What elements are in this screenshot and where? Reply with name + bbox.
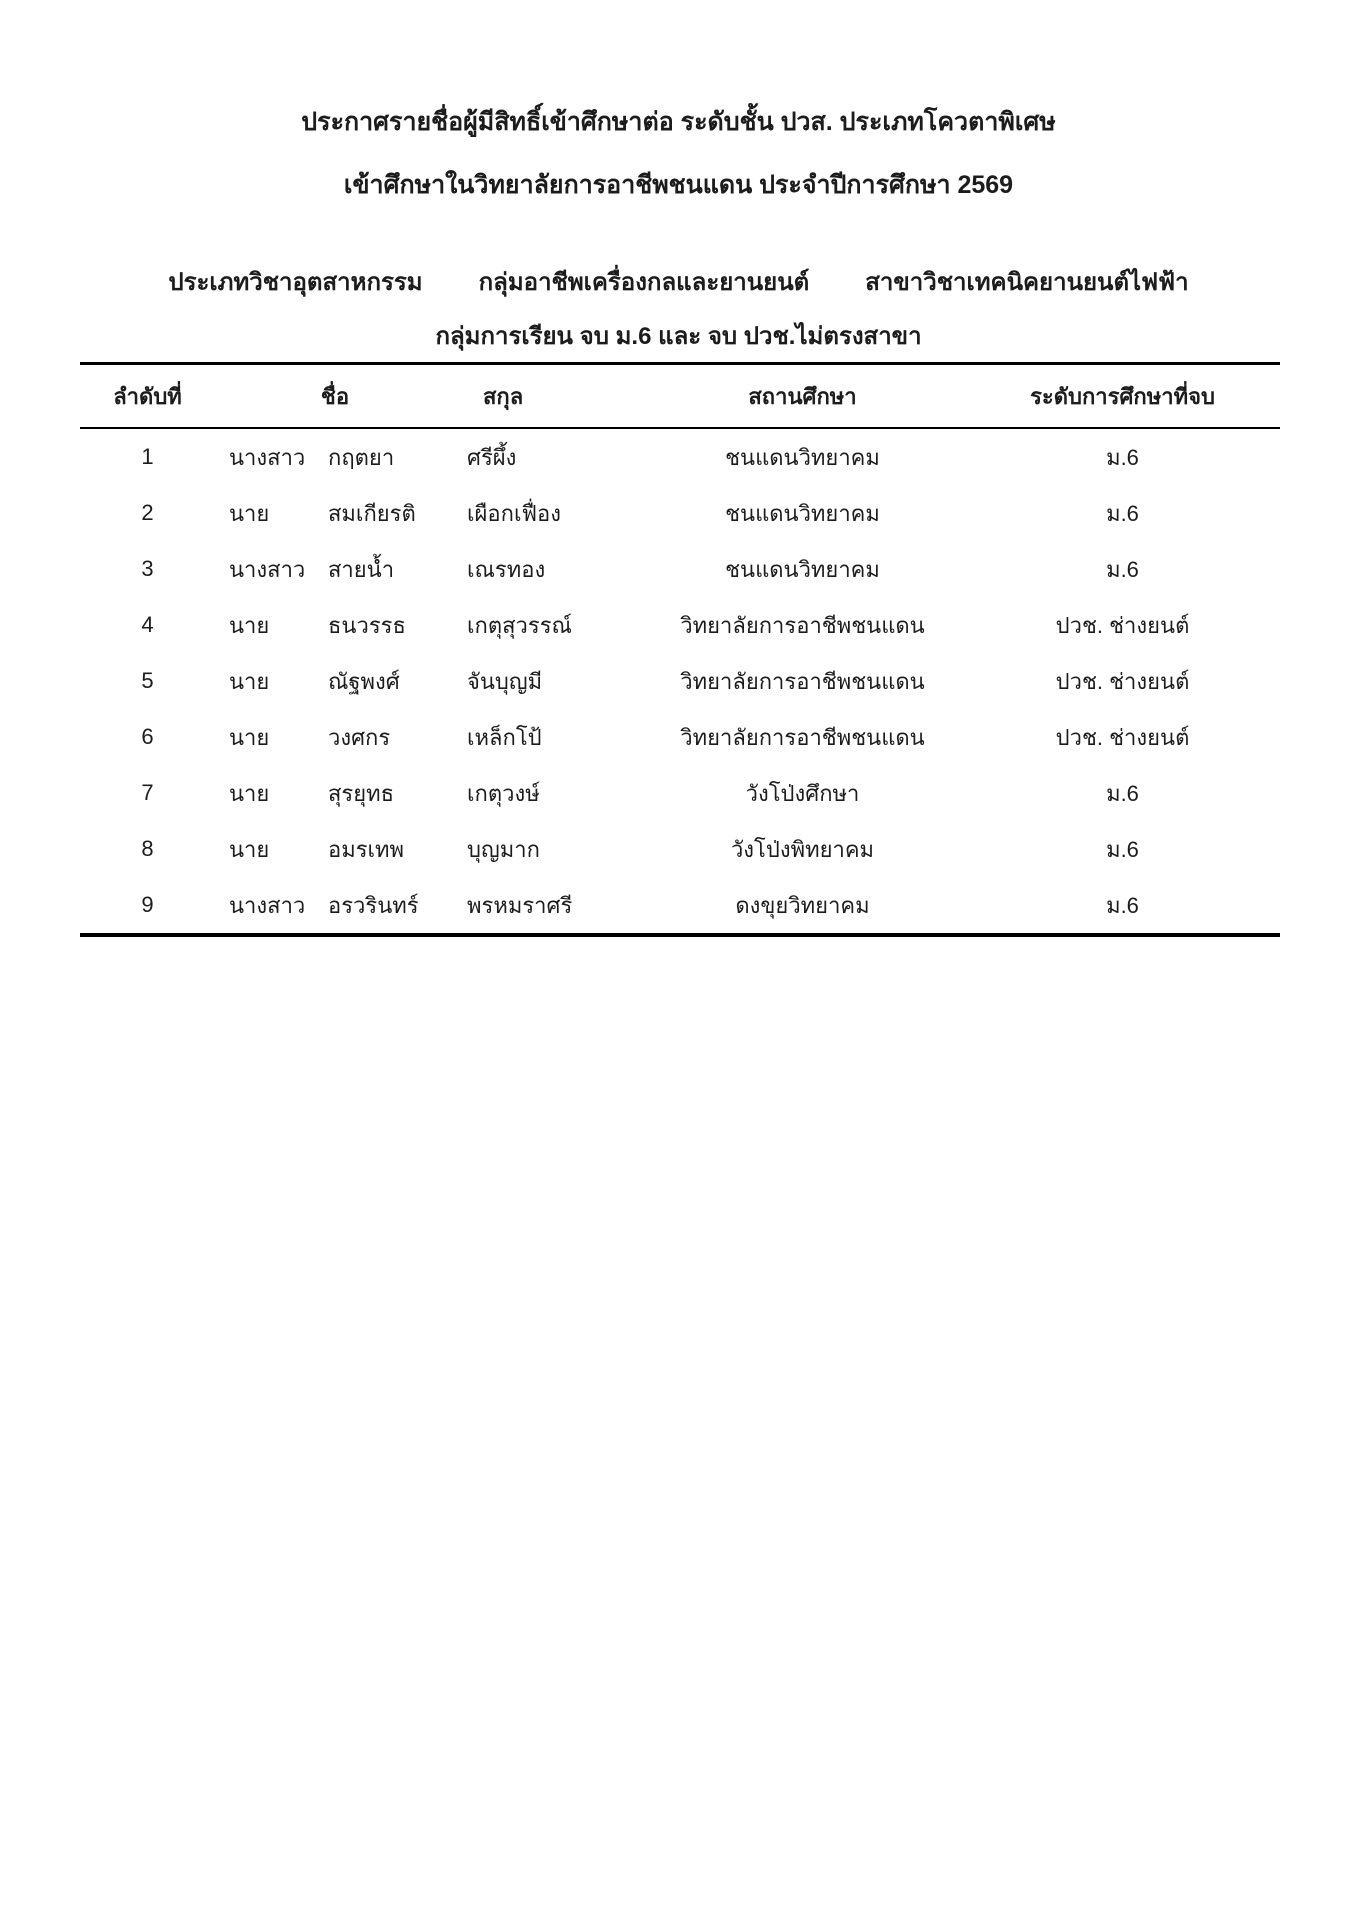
cell-education-level: ปวช. ช่างยนต์: [1055, 612, 1190, 638]
cell-first-name: วงศกร: [328, 724, 391, 750]
header-surname: สกุล: [483, 383, 524, 409]
cell-last-name: บุญมาก: [467, 836, 540, 862]
study-group-line: กลุ่มการเรียน จบ ม.6 และ จบ ปวช.ไม่ตรงสาขา: [435, 323, 922, 350]
table-header-row: [80, 364, 1280, 429]
cell-school: ดงขุยวิทยาคม: [735, 892, 870, 918]
cell-school: วิทยาลัยการอาชีพชนแดน: [680, 668, 925, 694]
cell-last-name: เณรทอง: [467, 556, 546, 582]
cell-school: ชนแดนวิทยาคม: [725, 444, 880, 470]
cell-first-name: สุรยุทธ: [328, 780, 395, 806]
cell-education-level: ม.6: [1106, 556, 1139, 582]
table-row: [80, 541, 1280, 597]
cell-row-number: 9: [141, 892, 154, 917]
cell-row-number: 6: [141, 724, 154, 749]
cell-name-prefix: นาย: [229, 668, 270, 694]
cell-name-prefix: นางสาว: [229, 556, 306, 582]
cell-last-name: พรหมราศรี: [467, 892, 573, 918]
cell-education-level: ปวช. ช่างยนต์: [1055, 668, 1190, 694]
cell-first-name: กฤตยา: [328, 444, 395, 470]
cell-last-name: เกตุวงษ์: [467, 780, 540, 806]
cell-school: วังโป่งพิทยาคม: [730, 836, 875, 862]
cell-row-number: 4: [141, 612, 154, 637]
cell-row-number: 7: [141, 780, 154, 805]
cell-name-prefix: นาย: [229, 836, 270, 862]
cell-last-name: เผือกเฟื่อง: [467, 500, 561, 526]
cell-first-name: สายน้ำ: [328, 556, 395, 582]
cell-name-prefix: นางสาว: [229, 892, 306, 918]
cell-school: วิทยาลัยการอาชีพชนแดน: [680, 724, 925, 750]
table-body: [80, 428, 1280, 935]
cell-education-level: ม.6: [1106, 892, 1139, 918]
cell-last-name: เกตุสุวรรณ์: [467, 612, 572, 638]
cell-first-name: ธนวรรธ: [328, 612, 406, 638]
cell-first-name: อรวรินทร์: [328, 892, 419, 918]
cell-education-level: ม.6: [1106, 500, 1139, 526]
cell-last-name: ศรีผึ้ง: [467, 444, 517, 470]
table-row: [80, 765, 1280, 821]
cell-education-level: ม.6: [1106, 780, 1139, 806]
career-group-label: กลุ่มอาชีพเครื่องกลและยานยนต์: [478, 269, 810, 296]
cell-name-prefix: นางสาว: [229, 444, 306, 470]
table-row: [80, 597, 1280, 653]
cell-name-prefix: นาย: [229, 612, 270, 638]
cell-row-number: 3: [141, 556, 154, 581]
cell-name-prefix: นาย: [229, 780, 270, 806]
cell-first-name: ณัฐพงศ์: [328, 668, 400, 694]
header-no: ลำดับที่: [113, 383, 182, 409]
table-row: [80, 485, 1280, 541]
cell-school: ชนแดนวิทยาคม: [725, 500, 880, 526]
cell-row-number: 2: [141, 500, 154, 525]
table-row: [80, 709, 1280, 765]
table-row: [80, 821, 1280, 877]
cell-education-level: ม.6: [1106, 836, 1139, 862]
table-row: [80, 428, 1280, 485]
major-label: สาขาวิชาเทคนิคยานยนต์ไฟฟ้า: [865, 269, 1189, 296]
cell-last-name: เหล็กโป้: [467, 724, 542, 750]
cell-name-prefix: นาย: [229, 724, 270, 750]
cell-school: วังโป่งศึกษา: [745, 780, 860, 806]
document-title-line1: ประกาศรายชื่อผู้มีสิทธิ์เข้าศึกษาต่อ ระดับชั้น ปวส. ประเภทโควตาพิเศษ: [301, 108, 1056, 136]
cell-last-name: จันบุญมี: [467, 668, 543, 694]
student-roster-table: [80, 362, 1280, 937]
program-type-label: ประเภทวิชาอุตสาหกรรม: [168, 269, 423, 296]
document-title-line2: เข้าศึกษาในวิทยาลัยการอาชีพชนแดน ประจำปีการศึกษา 2569: [343, 171, 1014, 199]
cell-row-number: 8: [141, 836, 154, 861]
header-education-level: ระดับการศึกษาที่จบ: [1030, 383, 1215, 409]
cell-row-number: 5: [141, 668, 154, 693]
cell-name-prefix: นาย: [229, 500, 270, 526]
table-row: [80, 653, 1280, 709]
cell-education-level: ม.6: [1106, 444, 1139, 470]
table-row: [80, 877, 1280, 935]
program-info-line: [0, 259, 1357, 307]
cell-first-name: สมเกียรติ: [328, 500, 416, 526]
cell-school: วิทยาลัยการอาชีพชนแดน: [680, 612, 925, 638]
header-name: ชื่อ: [320, 383, 350, 409]
header-school: สถานศึกษา: [748, 383, 857, 409]
cell-first-name: อมรเทพ: [328, 836, 405, 862]
cell-row-number: 1: [141, 444, 154, 469]
cell-education-level: ปวช. ช่างยนต์: [1055, 724, 1190, 750]
cell-school: ชนแดนวิทยาคม: [725, 556, 880, 582]
